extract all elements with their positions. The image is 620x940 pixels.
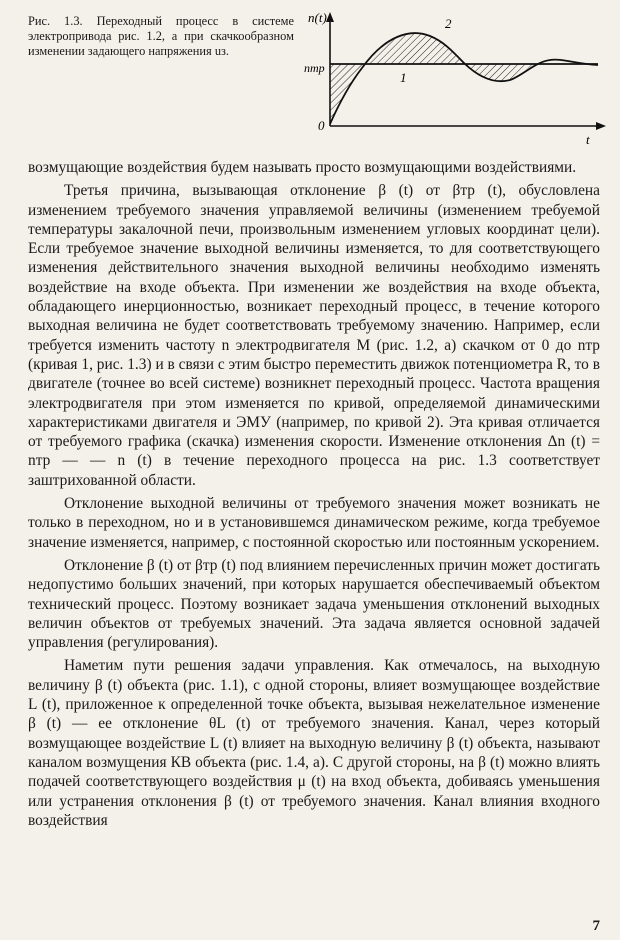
x-axis-arrow [596,122,606,130]
paragraph-third-reason: Третья причина, вызывающая отклонение β (t) от βтр (t), обусловлена изменением требуемого значения управляемой величины (изменением требуемой температуры закалочной печи, произвольным изменением угловых координат цели). Если требуемое значение выходной величины изменяется, то для соответствующего изменения действительного значения выходной величины необходимо изменять воздействие на входе объекта. При изменении же воздействия на входе объекта, обладающего инерционностью, возникает переходный процесс, в течение которого выходная величина не будет соответствовать требуемому значению. Например, если требуется изменить частоту n электродвигателя М (рис. 1.2, а) скачком от 0 до nтр (кривая 1, рис. 1.3) и в связи с этим быстро переместить движок потенциометра R, то в двигателе (точнее во всей системе) возникнет переходный процесс. Частота вращения электродвигателя при этом изменяется по кривой, определяемой динамическими характеристиками двигателя и ЭМУ (например, по кривой 2). Эта кривая отличается от требуемого графика (скачка) изменения скорости. Изменение отклонения Δn (t) = nтр — — n (t) в течение переходного процесса на рис. 1.3 соответствует заштрихованной области. [28,182,600,489]
curve-2-transient [330,33,598,124]
hatched-area-start [330,64,366,124]
paragraph-continuation: возмущающие воздействия будем называть просто возмущающими воздействиями. [28,159,577,176]
curve-1-label: 1 [400,70,407,85]
origin-label: 0 [318,118,325,133]
page-number: 7 [592,918,600,934]
paragraph-deviation: Отклонение β (t) от βтр (t) под влиянием перечисленных причин может достигать недопустимо больших значений, при которых нарушается обеспечиваемый объектом технический процесс. Поэтому возникает задача уменьшения отклонений выходных величин объектов от требуемых значений. Эта задача является основной задачей управления (регулирования). [28,556,601,652]
y-axis-arrow [326,12,334,22]
figure-caption: Рис. 1.3. Переходный процесс в системе электропривода рис. 1.2, а при скачкообразном изменении задающего напряжения uз. [28,14,294,58]
paragraph-control-paths: Наметим пути решения задачи управления. Как отмечалось, на выходную величину β (t) объекта (рис. 1.1), с одной стороны, влияет возмущающее воздействие L (t), приложенное к определенной точке объекта, вызывая нежелательное изменение β (t) — ее отклонение θL (t) от требуемого значения. Канал, через который возмущающее воздействие L (t) влияет на выходную величину β (t) объекта, называют каналом возмущения КВ объекта (рис. 1.4, а). С другой стороны, на β (t) можно влиять подачей соответствующего воздействия μ (t) на вход объекта, добиваясь уменьшения или устранения отклонения β (t) от требуемого значения. Канал влияния входного воздействия [28,657,600,829]
level-label: nтр [304,61,325,75]
paragraph-steady-state: Отклонение выходной величины от требуемого значения может возникать не только в переходном, но и в установившемся динамическом режиме, когда требуемое значение изменяется, например, с постоянной скоростью или постоянным ускорением. [28,495,600,551]
curve-2-label: 2 [445,16,452,31]
x-axis-label: t [586,132,590,147]
body-text [28,158,600,830]
transient-process-figure [300,6,610,156]
y-axis-label: n(t) [308,10,327,25]
